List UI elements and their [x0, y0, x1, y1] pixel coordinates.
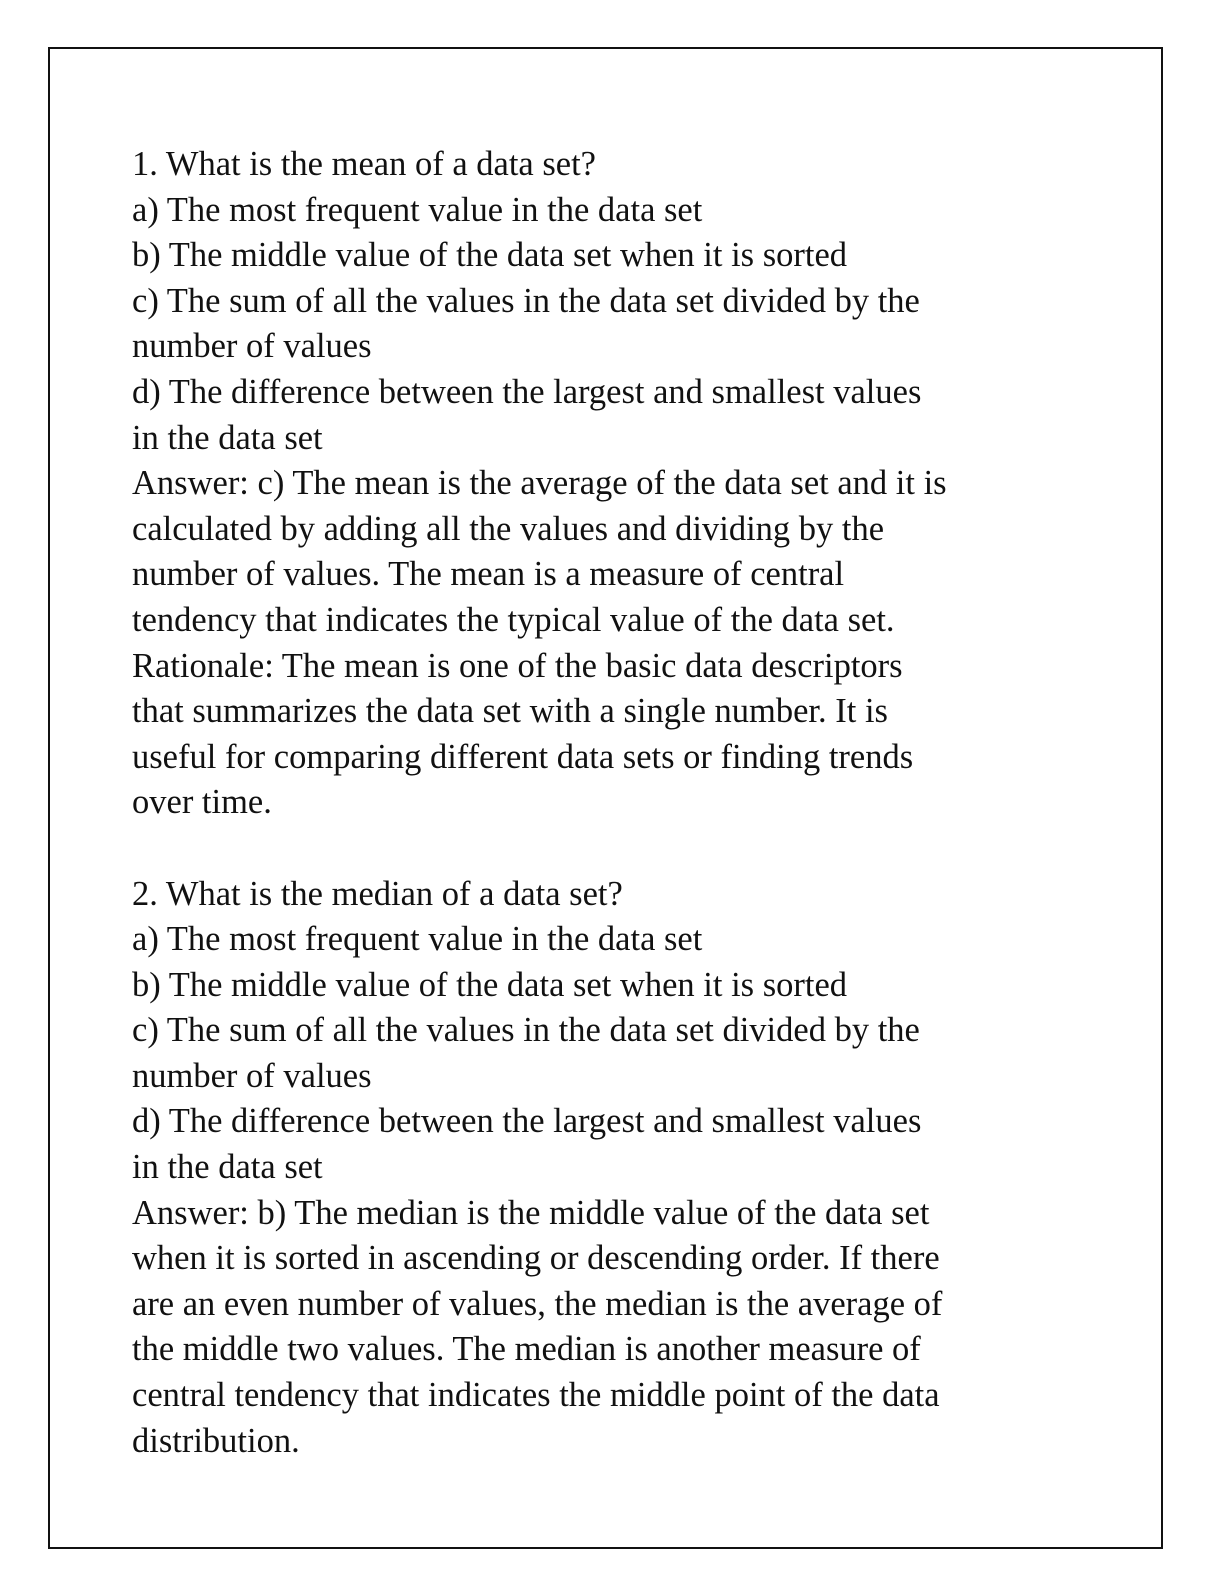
question-1-rationale-cont: useful for comparing different data sets or finding trends — [132, 737, 914, 776]
question-1-rationale: Rationale: The mean is one of the basic data descriptors — [132, 646, 903, 685]
question-2-option-a: a) The most frequent value in the data set — [132, 920, 703, 959]
question-2-option-d: d) The difference between the largest and smallest values — [132, 1102, 922, 1141]
question-2-option-d-cont: in the data set — [132, 1148, 323, 1187]
document-body — [132, 142, 1092, 1464]
question-1-answer-cont: tendency that indicates the typical value of the data set. — [132, 600, 895, 639]
question-2-answer-cont: when it is sorted in ascending or descending order. If there — [132, 1239, 940, 1278]
question-2 — [132, 872, 1092, 1465]
question-1-rationale-cont: over time. — [132, 783, 272, 822]
question-2-stem: 2. What is the median of a data set? — [132, 874, 623, 913]
question-2-answer-cont: the middle two values. The median is another measure of — [132, 1330, 921, 1369]
question-1-option-c-cont: number of values — [132, 327, 372, 366]
question-1-stem: 1. What is the mean of a data set? — [132, 145, 596, 183]
question-1 — [132, 142, 1092, 826]
question-2-option-c-cont: number of values — [132, 1056, 372, 1095]
question-2-answer-cont: distribution. — [132, 1421, 300, 1460]
paragraph-gap — [132, 826, 1092, 872]
question-1-answer: Answer: c) The mean is the average of the data set and it is — [132, 464, 947, 503]
question-1-rationale-cont: that summarizes the data set with a single number. It is — [132, 692, 888, 731]
question-1-option-d: d) The difference between the largest and smallest values — [132, 372, 922, 411]
question-1-option-a: a) The most frequent value in the data set — [132, 190, 703, 229]
question-1-option-c: c) The sum of all the values in the data set divided by the — [132, 281, 920, 320]
question-2-answer-cont: are an even number of values, the median is the average of — [132, 1284, 943, 1323]
question-2-answer-cont: central tendency that indicates the middle point of the data — [132, 1376, 940, 1415]
question-1-option-b: b) The middle value of the data set when it is sorted — [132, 236, 848, 275]
question-2-answer: Answer: b) The median is the middle value of the data set — [132, 1193, 930, 1232]
question-1-option-d-cont: in the data set — [132, 418, 323, 457]
question-2-option-c: c) The sum of all the values in the data set divided by the — [132, 1011, 920, 1050]
question-2-option-b: b) The middle value of the data set when it is sorted — [132, 965, 848, 1004]
question-1-answer-cont: calculated by adding all the values and dividing by the — [132, 509, 885, 548]
question-1-answer-cont: number of values. The mean is a measure of central — [132, 555, 845, 594]
